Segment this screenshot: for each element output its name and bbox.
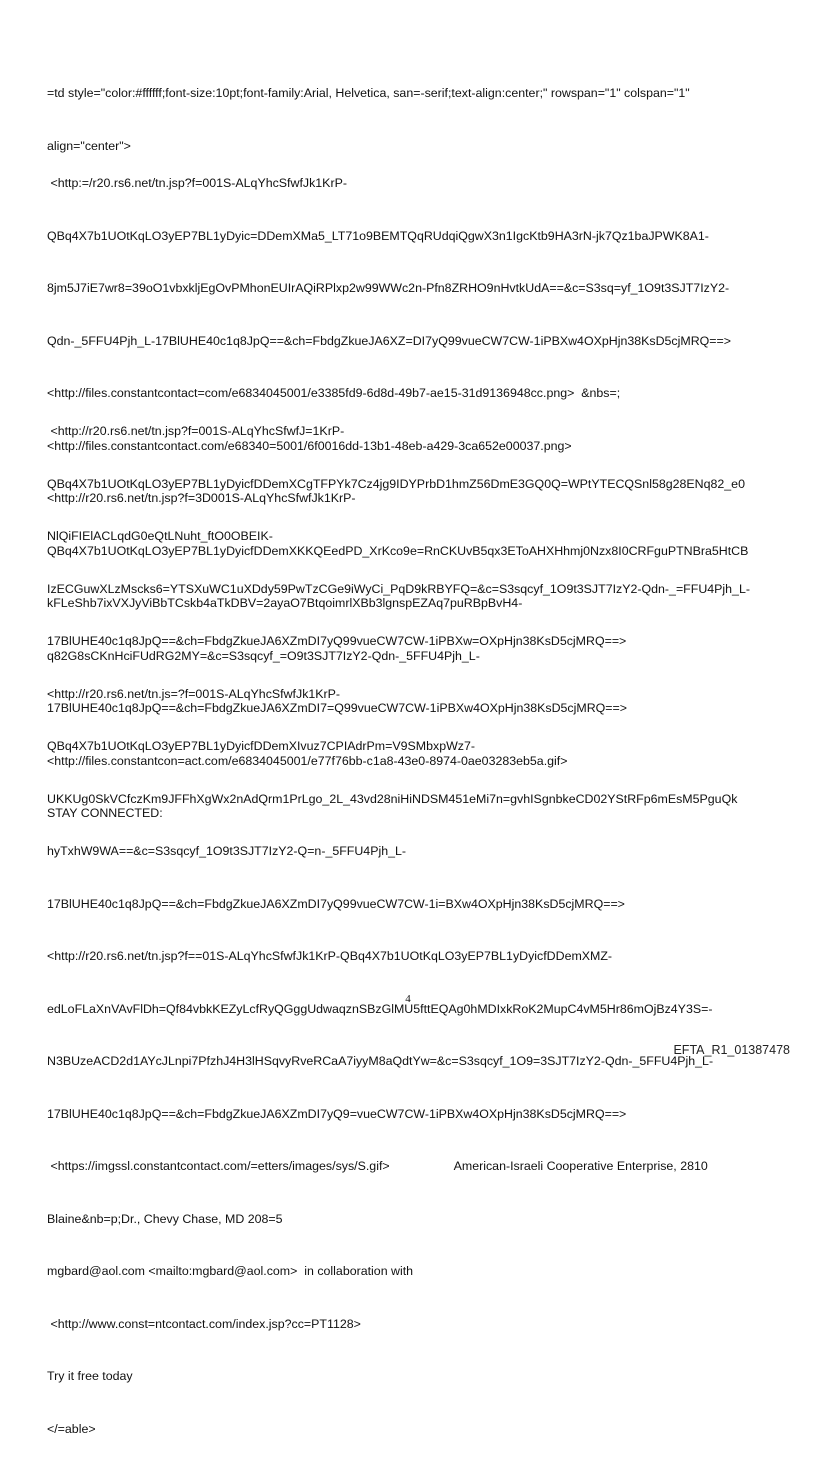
text-line: 17BlUHE40c1q8JpQ==&ch=FbdgZkueJA6XZmDI7=Q99vueCW7CW-1iPBXw4OXpHjn38KsD5cjMRQ==>	[47, 701, 627, 715]
text-line: <http://r20.rs6.net/tn.jsp?f==01S-ALqYhcSfwfJk1KrP-QBq4X7b1UOtKqLO3yEP7BL1yDyicfDDemXMZ-	[47, 949, 613, 963]
text-line: QBq4X7b1UOtKqLO3yEP7BL1yDyicfDDemXKKQEedPD_XrKco9e=RnCKUvB5qx3EToAHXHhmj0Nzx8I0CRFguPTNBra5HtCB	[47, 543, 749, 558]
text-line: NlQiFIElACLqdG0eQtLNuht_ftO0OBEIK-	[47, 529, 273, 543]
text-line: 17BlUHE40c1q8JpQ==&ch=FbdgZkueJA6XZmDI7yQ99vueCW7CW-1i=BXw4OXpHjn38KsD5cjMRQ==>	[47, 896, 625, 911]
social-links-block	[47, 388, 777, 1473]
text-line: =td style="color:#ffffff;font-size:10pt;font-family:Arial, Helvetica, san=-serif;text-align:center;" rowspan="1" colspan="1"	[47, 86, 690, 100]
text-line: hyTxhW9WA==&c=S3sqcyf_1O9t3SJT7IzY2-Q=n-_5FFU4Pjh_L-	[47, 844, 407, 858]
text-line: IzECGuwXLzMscks6=YTSXuWC1uXDdy59PwTzCGe9iWyCi_PqD9kRBYFQ=&c=S3sqcyf_1O9t3SJT7IzY2-Qdn-_=FFU4Pjh_L-	[47, 581, 750, 596]
text-line: <http:=/r20.rs6.net/tn.jsp?f=001S-ALqYhcSfwfJk1KrP-	[47, 176, 347, 190]
email-line: mgbard@aol.com <mailto:mgbard@aol.com> in collaboration with	[47, 1264, 414, 1278]
sys-image-link-text: <https://imgssl.constantcontact.com/=etters/images/sys/S.gif>	[47, 1159, 390, 1173]
text-line: align="center">	[47, 138, 131, 153]
document-id: EFTA_R1_01387478	[673, 1043, 790, 1057]
text-line: <http://r20.rs6.net/tn.jsp?f=001S-ALqYhcSfwfJ=1KrP-	[47, 424, 345, 438]
page-number: 4	[405, 993, 411, 1005]
text-line: QBq4X7b1UOtKqLO3yEP7BL1yDyicfDDemXCgTFPYk7Cz4jg9IDYPrbD1hmZ56DmE3GQ0Q=WPtYTECQSnl58g28ENq82_e0	[47, 476, 745, 491]
text-line: QBq4X7b1UOtKqLO3yEP7BL1yDyicfDDemXIvuz7CPIAdrPm=V9SMbxpWz7-	[47, 739, 475, 753]
text-line: Try it free today	[47, 1369, 133, 1383]
text-line: </=able>	[47, 1421, 96, 1436]
text-line: 17BlUHE40c1q8JpQ==&ch=FbdgZkueJA6XZmDI7yQ99vueCW7CW-1iPBXw=OXpHjn38KsD5cjMRQ==>	[47, 634, 627, 648]
text-line: Qdn-_5FFU4Pjh_L-17BlUHE40c1q8JpQ==&ch=FbdgZkueJA6XZ=DI7yQ99vueCW7CW-1iPBXw4OXpHjn38KsD5cjMRQ==>	[47, 333, 731, 348]
text-line: edLoFLaXnVAvFlDh=Qf84vbkKEZyLcfRyQGggUdwaqznSBzGlMU5fttEQAg0hMDIxkRoK2MupC4vM5Hr86mOjBz4Y3S=-	[47, 1001, 713, 1016]
organization-address: American-Israeli Cooperative Enterprise, 2810	[453, 1159, 708, 1173]
stay-connected-heading: STAY CONNECTED:	[47, 806, 163, 820]
text-line: q82G8sCKnHciFUdRG2MY=&c=S3sqcyf_=O9t3SJT7IzY2-Qdn-_5FFU4Pjh_L-	[47, 648, 480, 663]
text-line: <http://files.constantcontact=com/e6834045001/e3385fd9-6d8d-49b7-ae15-31d9136948cc.png> &nbs=;	[47, 386, 621, 400]
text-line: <http://r20.rs6.net/tn.js=?f=001S-ALqYhcSfwfJk1KrP-	[47, 686, 341, 701]
text-line: 8jm5J7iE7wr8=39oO1vbxkljEgOvPMhonEUIrAQiRPlxp2w99WWc2n-Pfn8ZRHO9nHvtkUdA==&c=S3sq=yf_1O9t3SJT7IzY2-	[47, 281, 730, 295]
text-line: <http://www.const=ntcontact.com/index.jsp?cc=PT1128>	[47, 1316, 361, 1331]
sys-image-line	[47, 1158, 777, 1176]
address-line: Blaine&nb=p;Dr., Chevy Chase, MD 208=5	[47, 1211, 283, 1226]
text-line: 17BlUHE40c1q8JpQ==&ch=FbdgZkueJA6XZmDI7yQ9=vueCW7CW-1iPBXw4OXpHjn38KsD5cjMRQ==>	[47, 1106, 627, 1121]
text-line: <http://files.constantcontact.com/e68340=5001/6f0016dd-13b1-48eb-a429-3ca652e00037.png>	[47, 438, 572, 453]
text-line: N3BUzeACD2d1AYcJLnpi7PfzhJ4H3lHSqvyRveRCaA7iyyM8aQdtYw=&c=S3sqcyf_1O9=3SJT7IzY2-Qdn-_5FFU4Pjh_L-	[47, 1054, 714, 1068]
text-line: kFLeShb7ixVXJyViBbTCskb4aTkDBV=2ayaO7BtqoimrlXBb3lgnspEZAq7puRBpBvH4-	[47, 596, 523, 610]
text-line: <http://files.constantcon=act.com/e6834045001/e77f76bb-c1a8-43e0-8974-0ae03283eb5a.gif>	[47, 753, 568, 768]
text-line: QBq4X7b1UOtKqLO3yEP7BL1yDyic=DDemXMa5_LT71o9BEMTQqRUdqiQgwX3n1IgcKtb9HA3rN-jk7Qz1baJPWK8A1-	[47, 228, 709, 243]
text-line: <http://r20.rs6.net/tn.jsp?f=3D001S-ALqYhcSfwfJk1KrP-	[47, 491, 356, 505]
text-line: UKKUg0SkVCfczKm9JFFhXgWx2nAdQrm1PrLgo_2L_43vd28niHiNDSM451eMi7n=gvhISgnbkeCD02YStRFp6mEsM5PguQk	[47, 791, 738, 806]
